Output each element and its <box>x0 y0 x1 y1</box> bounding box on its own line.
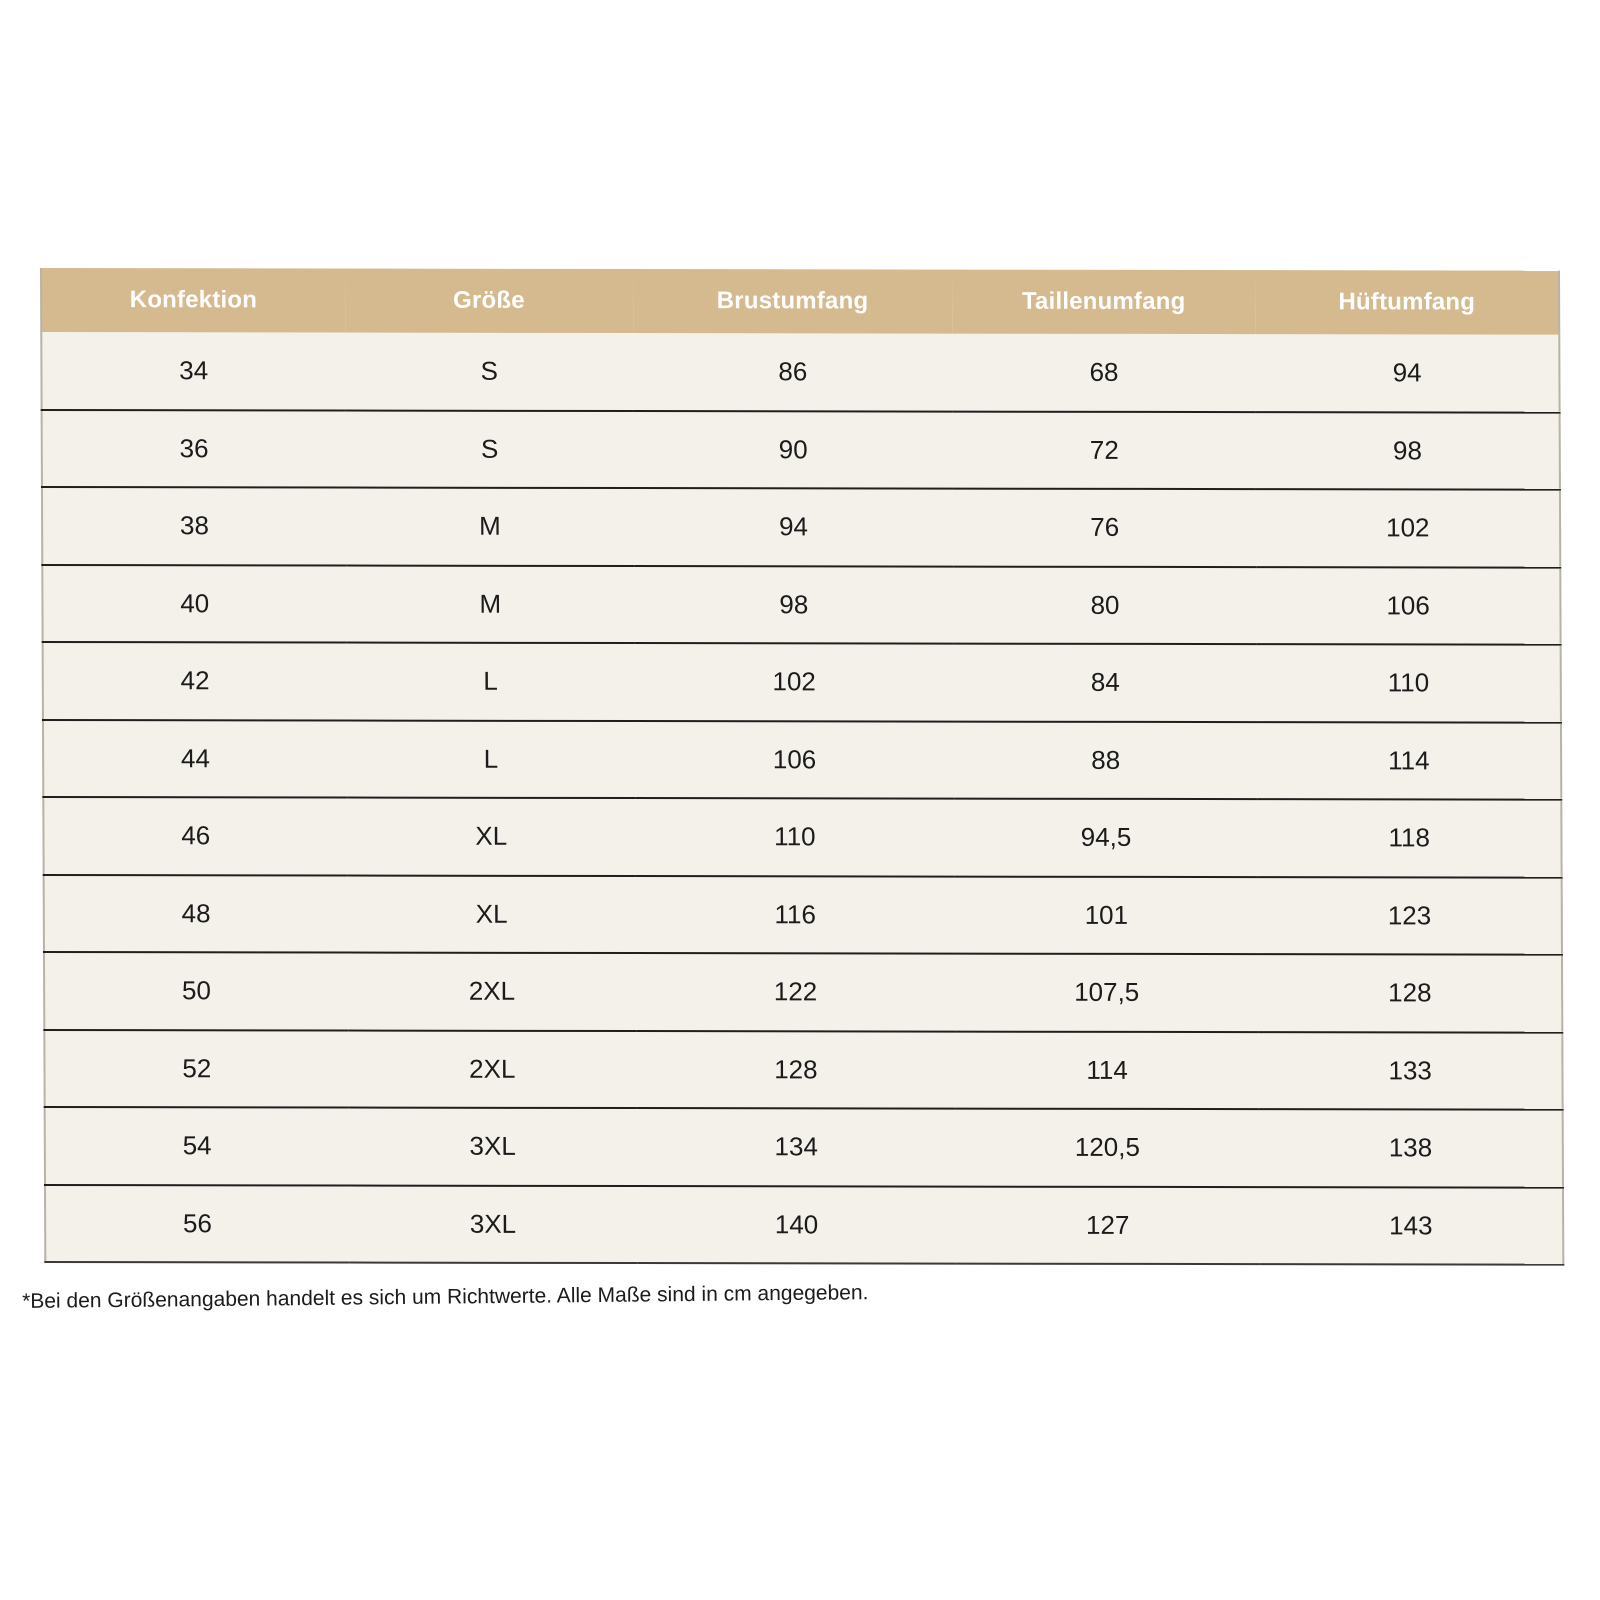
table-row <box>44 875 1562 955</box>
cell-taillenumfang: 88 <box>1091 744 1121 775</box>
cell-groesse: L <box>483 743 499 774</box>
cell-konfektion: 36 <box>179 432 209 464</box>
table-row <box>45 1185 1563 1265</box>
cell-taillenumfang: 107,5 <box>1074 977 1140 1008</box>
header-konfektion: Konfektion <box>129 286 258 314</box>
cell-groesse: 3XL <box>469 1131 516 1162</box>
cell-konfektion: 46 <box>181 820 211 851</box>
cell-groesse: L <box>483 666 498 697</box>
cell-hueftumfang: 138 <box>1388 1132 1433 1163</box>
cell-konfektion: 38 <box>179 510 209 541</box>
cell-taillenumfang: 120,5 <box>1074 1132 1140 1163</box>
cell-taillenumfang: 127 <box>1085 1209 1130 1240</box>
cell-groesse: 3XL <box>469 1208 517 1239</box>
cell-konfektion: 54 <box>182 1130 212 1161</box>
table-row <box>44 1030 1562 1110</box>
cell-brustumfang: 106 <box>772 744 817 775</box>
cell-konfektion: 56 <box>182 1208 212 1239</box>
cell-taillenumfang: 68 <box>1089 356 1119 387</box>
cell-groesse: XL <box>475 898 508 929</box>
cell-hueftumfang: 133 <box>1388 1055 1432 1086</box>
cell-hueftumfang: 110 <box>1387 667 1430 698</box>
table-row <box>44 952 1562 1032</box>
size-table <box>40 268 1564 1266</box>
cell-brustumfang: 110 <box>774 821 816 852</box>
cell-taillenumfang: 101 <box>1084 899 1129 930</box>
table-row <box>42 487 1560 567</box>
table-body <box>41 332 1563 1265</box>
cell-taillenumfang: 72 <box>1089 434 1119 465</box>
cell-groesse: 2XL <box>469 1053 516 1084</box>
size-chart <box>40 268 1564 1266</box>
header-hueftumfang: Hüftumfang <box>1338 288 1476 316</box>
cell-hueftumfang: 106 <box>1386 590 1430 621</box>
cell-groesse: S <box>480 355 498 386</box>
footnote: *Bei den Größenangaben handelt es sich um Richtwerte. Alle Maße sind in cm angegeben. <box>22 1281 869 1313</box>
cell-brustumfang: 102 <box>772 666 816 697</box>
cell-hueftumfang: 143 <box>1389 1210 1433 1241</box>
cell-hueftumfang: 128 <box>1388 977 1432 1008</box>
cell-taillenumfang: 84 <box>1090 667 1120 698</box>
table-row <box>45 1107 1563 1187</box>
cell-brustumfang: 98 <box>779 589 809 620</box>
cell-konfektion: 44 <box>180 743 210 774</box>
cell-brustumfang: 116 <box>774 899 816 930</box>
cell-hueftumfang: 114 <box>1388 745 1430 776</box>
cell-groesse: S <box>480 433 499 464</box>
table-row <box>42 565 1560 645</box>
table-row <box>43 642 1561 722</box>
cell-taillenumfang: 114 <box>1086 1054 1128 1085</box>
cell-konfektion: 52 <box>182 1053 212 1084</box>
cell-taillenumfang: 76 <box>1090 512 1120 543</box>
header-taillenumfang: Taillenumfang <box>1021 287 1186 315</box>
cell-taillenumfang: 80 <box>1090 589 1120 620</box>
cell-groesse: M <box>479 511 501 542</box>
cell-groesse: XL <box>475 821 508 852</box>
cell-konfektion: 50 <box>181 975 211 1006</box>
table-row <box>43 720 1561 800</box>
cell-hueftumfang: 94 <box>1392 357 1422 388</box>
cell-konfektion: 48 <box>181 898 211 929</box>
cell-hueftumfang: 118 <box>1388 822 1430 853</box>
cell-brustumfang: 94 <box>778 511 809 542</box>
cell-konfektion: 42 <box>180 665 210 696</box>
cell-brustumfang: 86 <box>778 356 808 387</box>
cell-brustumfang: 122 <box>773 976 818 1007</box>
cell-hueftumfang: 123 <box>1387 900 1432 931</box>
table-header <box>41 268 1559 335</box>
header-brustumfang: Brustumfang <box>716 287 869 315</box>
cell-konfektion: 40 <box>180 587 210 619</box>
table-row <box>43 797 1561 877</box>
cell-brustumfang: 140 <box>774 1209 819 1240</box>
table-row <box>41 332 1559 412</box>
cell-hueftumfang: 102 <box>1386 512 1430 543</box>
cell-konfektion: 34 <box>179 354 209 386</box>
cell-hueftumfang: 98 <box>1392 435 1422 466</box>
cell-brustumfang: 90 <box>778 434 808 465</box>
header-row <box>41 268 1559 335</box>
header-groesse: Größe <box>453 286 525 314</box>
cell-taillenumfang: 94,5 <box>1080 822 1132 853</box>
cell-groesse: M <box>479 588 502 619</box>
table-row <box>42 410 1560 490</box>
cell-brustumfang: 134 <box>774 1131 818 1162</box>
cell-groesse: 2XL <box>468 976 516 1007</box>
cell-brustumfang: 128 <box>774 1054 818 1085</box>
